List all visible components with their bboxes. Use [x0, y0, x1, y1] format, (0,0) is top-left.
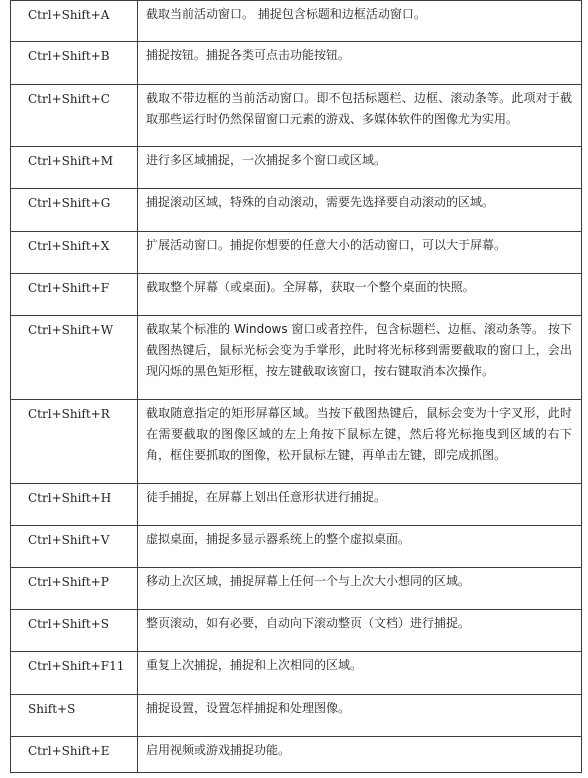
table-row	[11, 568, 582, 610]
table-row	[11, 42, 582, 85]
shortcut-key-cell: Ctrl+Shift+P	[11, 568, 138, 610]
shortcut-key-cell: Ctrl+Shift+A	[11, 1, 138, 42]
shortcut-description-cell: 捕捉按钮。捕捉各类可点击功能按钮。	[138, 42, 582, 85]
shortcut-key-cell: Ctrl+Shift+S	[11, 610, 138, 652]
shortcut-key-cell: Ctrl+Shift+R	[11, 400, 138, 484]
shortcut-description-cell: 截取整个屏幕（或桌面)。全屏幕，获取一个整个桌面的快照。	[138, 274, 582, 316]
shortcut-key-cell: Ctrl+Shift+B	[11, 42, 138, 85]
shortcut-key-cell: Ctrl+Shift+F	[11, 274, 138, 316]
shortcut-description-cell: 启用视频或游戏捕捉功能。	[138, 737, 582, 773]
shortcut-description-cell: 进行多区域捕捉，一次捕捉多个窗口或区域。	[138, 147, 582, 189]
shortcut-description-cell: 捕捉设置，设置怎样捕捉和处理图像。	[138, 695, 582, 737]
table-row	[11, 147, 582, 189]
shortcut-key-cell: Shift+S	[11, 695, 138, 737]
shortcut-description-cell: 捕捉滚动区域，特殊的自动滚动，需要先选择要自动滚动的区域。	[138, 189, 582, 232]
table-row	[11, 737, 582, 773]
table-row	[11, 695, 582, 737]
shortcut-key-cell: Ctrl+Shift+M	[11, 147, 138, 189]
table-row	[11, 232, 582, 274]
table-row	[11, 400, 582, 484]
table-row	[11, 526, 582, 568]
shortcut-table	[10, 0, 582, 773]
shortcut-key-cell: Ctrl+Shift+C	[11, 85, 138, 147]
table-row	[11, 652, 582, 695]
shortcut-key-cell: Ctrl+Shift+F11	[11, 652, 138, 695]
table-row	[11, 189, 582, 232]
shortcut-key-cell: Ctrl+Shift+X	[11, 232, 138, 274]
shortcut-key-cell: Ctrl+Shift+H	[11, 484, 138, 526]
shortcut-description-cell: 截取当前活动窗口。 捕捉包含标题和边框活动窗口。	[138, 1, 582, 42]
shortcut-description-cell: 虚拟桌面，捕捉多显示器系统上的整个虚拟桌面。	[138, 526, 582, 568]
shortcut-description-cell: 重复上次捕捉，捕捉和上次相同的区域。	[138, 652, 582, 695]
shortcut-description-cell: 整页滚动，如有必要，自动向下滚动整页（文档）进行捕捉。	[138, 610, 582, 652]
table-body	[11, 1, 582, 773]
table-row	[11, 1, 582, 42]
shortcut-description-cell: 徒手捕捉，在屏幕上划出任意形状进行捕捉。	[138, 484, 582, 526]
shortcut-description-cell: 移动上次区域，捕捉屏幕上任何一个与上次大小想同的区域。	[138, 568, 582, 610]
table-row	[11, 274, 582, 316]
table-row	[11, 484, 582, 526]
shortcut-description-cell: 截取不带边框的当前活动窗口。即不包括标题栏、边框、滚动条等。此项对于截取那些运行时仍然保留窗口元素的游戏、多媒体软件的图像尤为实用。	[138, 85, 582, 147]
shortcut-key-cell: Ctrl+Shift+E	[11, 737, 138, 773]
table-row	[11, 316, 582, 400]
table-row	[11, 610, 582, 652]
shortcut-description-cell: 扩展活动窗口。捕捉你想要的任意大小的活动窗口，可以大于屏幕。	[138, 232, 582, 274]
shortcut-description-cell: 截取随意指定的矩形屏幕区域。当按下截图热键后，鼠标会变为十字叉形，此时在需要截取的图像区域的左上角按下鼠标左键，然后将光标拖曳到区域的右下角，框住要抓取的图像，松开鼠标左键，再单击左键，即完成抓图。	[138, 400, 582, 484]
shortcut-key-cell: Ctrl+Shift+W	[11, 316, 138, 400]
shortcut-key-cell: Ctrl+Shift+G	[11, 189, 138, 232]
shortcut-key-cell: Ctrl+Shift+V	[11, 526, 138, 568]
shortcut-description-cell: 截取某个标准的 Windows 窗口或者控件，包含标题栏、边框、滚动条等。 按下截图热键后，鼠标光标会变为手掌形，此时将光标移到需要截取的窗口上，会出现闪烁的黑色矩形框，按左键截取该窗口，按右键取消本次操作。	[138, 316, 582, 400]
table-row	[11, 85, 582, 147]
